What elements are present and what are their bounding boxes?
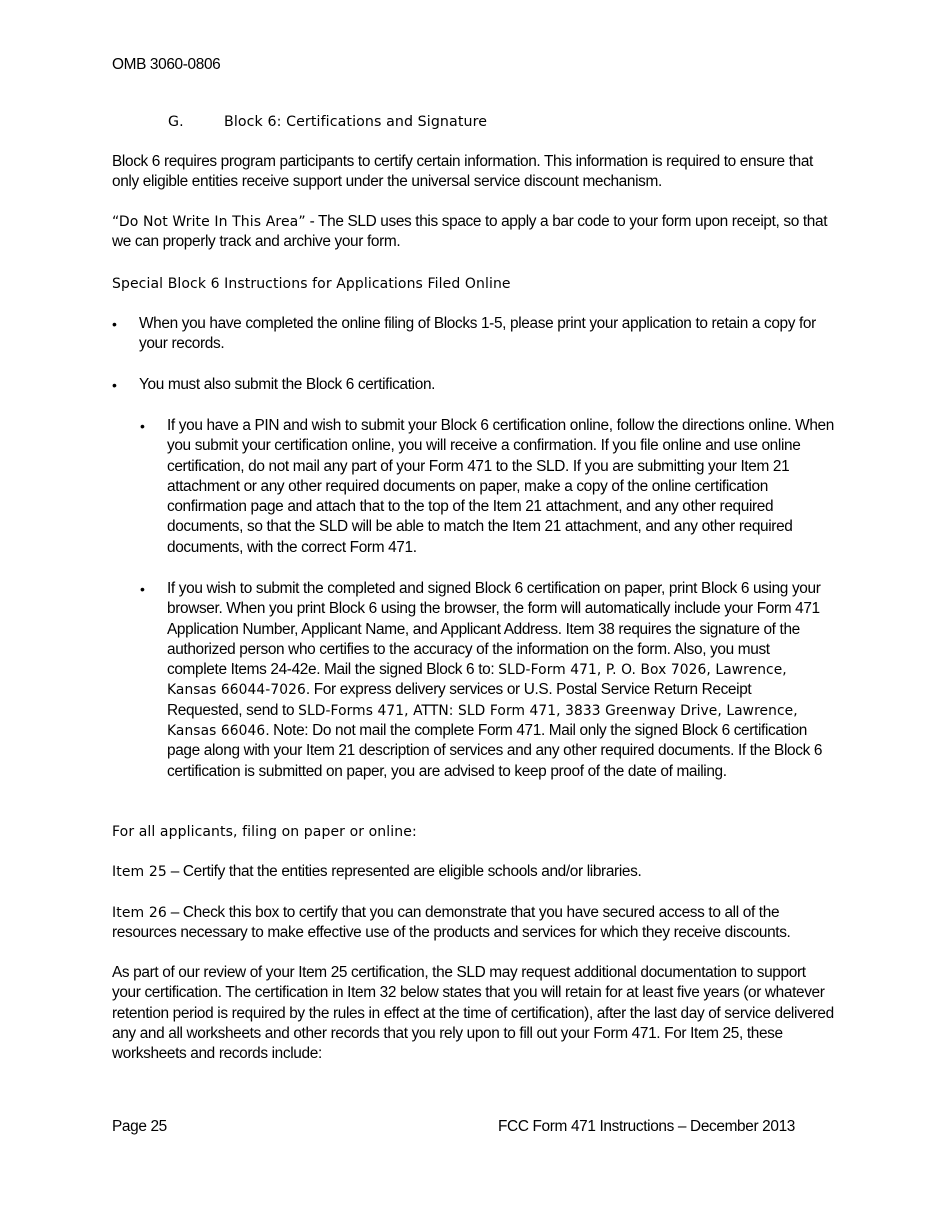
do-not-write-label: “Do Not Write In This Area” bbox=[112, 214, 306, 230]
item-25-paragraph bbox=[112, 862, 837, 882]
page-number: Page 25 bbox=[112, 1118, 167, 1135]
do-not-write-text: - The SLD uses this space to apply a bar code to your form upon receipt, so that we can properly track and archive your form. bbox=[112, 213, 828, 251]
paper-cert-text-1: If you wish to submit the completed and signed Block 6 certification on paper, print Block 6 using your browser. When you print Block 6 using the browser, the form will automatically include your Form 471 Application Number, Applicant Name, and Applicant Address. Item 38 requires the signature of the authorized person who certifies to the accuracy of the information on the form. Also, you must complete Items 24-42e. Mail the signed Block 6 to: bbox=[167, 580, 821, 679]
omb-number: OMB 3060-0806 bbox=[112, 56, 221, 73]
item-26-paragraph bbox=[112, 903, 837, 944]
item-25-text: – Certify that the entities represented are eligible schools and/or libraries. bbox=[166, 863, 642, 880]
list-item bbox=[112, 314, 819, 355]
bullet-icon: • bbox=[140, 581, 145, 597]
bullet-icon: • bbox=[112, 316, 117, 332]
bullet-text: You must also submit the Block 6 certification. bbox=[139, 376, 436, 393]
list-item bbox=[140, 416, 837, 558]
paper-cert-text-2: . For express delivery services or U.S. Postal Service Return Receipt Requested, send to bbox=[167, 681, 752, 719]
all-applicants-heading: For all applicants, filing on paper or online: bbox=[112, 824, 417, 840]
bullet-text: When you have completed the online filing of Blocks 1-5, please print your application to retain a copy for your records. bbox=[139, 315, 816, 353]
bullet-text: If you have a PIN and wish to submit your Block 6 certification online, follow the directions online. When you submit your certification online, you will receive a confirmation. If you file online and use online certification, do not mail any part of your Form 471 to the SLD. If you are submitting your Item 21 attachment or any other required documents on paper, make a copy of the online certification confirmation page and attach that to the top of the Item 21 attachment, and any other required documents, so that the SLD will be able to match the Item 21 attachment, and any other required documents, with the correct Form 471. bbox=[167, 417, 834, 556]
section-heading bbox=[168, 112, 668, 132]
bullet-text bbox=[167, 579, 829, 782]
item-26-text: – Check this box to certify that you can demonstrate that you have secured access to all of the resources necessary to make effective use of the products and services for which they receive discounts. bbox=[112, 904, 791, 942]
special-instructions-heading: Special Block 6 Instructions for Applications Filed Online bbox=[112, 276, 511, 292]
express-address: SLD-Forms 471, ATTN: SLD Form 471, 3833 Greenway Drive, Lawrence, Kansas 66046 bbox=[167, 702, 798, 740]
do-not-write-paragraph bbox=[112, 212, 837, 253]
bullet-icon: • bbox=[112, 377, 117, 393]
item-25-label: Item 25 bbox=[112, 864, 167, 880]
paper-cert-text-3: . Note: Do not mail the complete Form 471. Mail only the signed Block 6 certification page along with your Item 21 description of services and any other required documents. If the Block 6 certification is submitted on paper, you are advised to keep proof of the date of mailing. bbox=[167, 722, 823, 780]
review-paragraph: As part of our review of your Item 25 certification, the SLD may request additional documentation to support your certification. The certification in Item 32 below states that you will retain for at least five years (or whatever retention period is required by the rules in effect at the time of certification), after the last day of service delivered any and all worksheets and other records that you rely upon to fill out your Form 471. For Item 25, these worksheets and records include: bbox=[112, 964, 834, 1063]
list-item bbox=[140, 579, 829, 782]
bullet-icon: • bbox=[140, 418, 145, 434]
mail-address: SLD-Form 471, P. O. Box 7026, Lawrence, Kansas 66044-7026 bbox=[167, 662, 787, 699]
intro-paragraph: Block 6 requires program participants to certify certain information. This information is required to ensure that only eligible entities receive support under the universal service discount mechanism. bbox=[112, 153, 813, 191]
form-title-footer: FCC Form 471 Instructions – December 2013 bbox=[498, 1118, 796, 1135]
item-26-label: Item 26 bbox=[112, 905, 167, 921]
section-letter: G. bbox=[168, 114, 184, 130]
list-item bbox=[112, 375, 819, 395]
section-title: Block 6: Certifications and Signature bbox=[224, 114, 488, 130]
